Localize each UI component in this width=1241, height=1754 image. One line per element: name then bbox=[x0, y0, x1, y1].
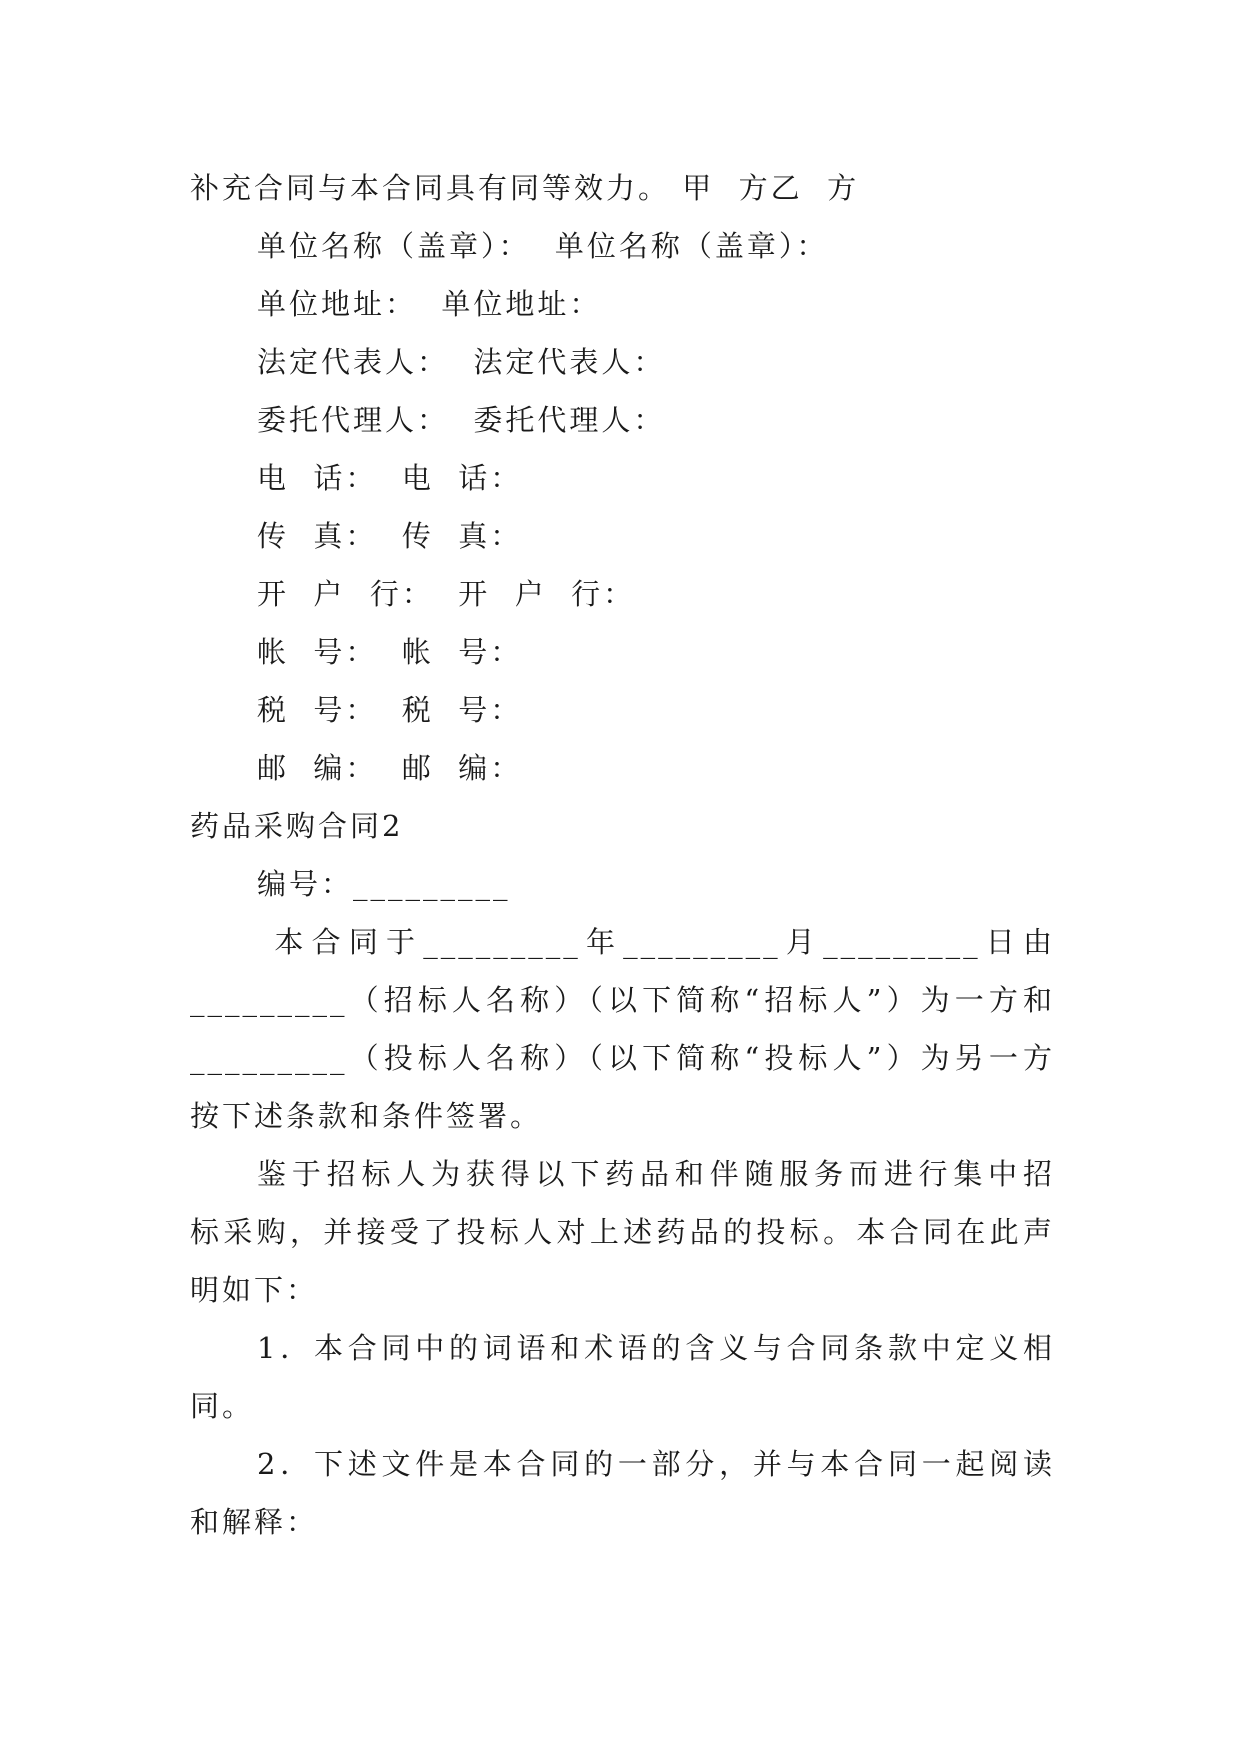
paragraph-line: _________（投标人名称）（以下简称“投标人”）为另一方 bbox=[190, 1041, 1055, 1075]
field-unit-name: 单位名称（盖章）： 单位名称（盖章）： bbox=[257, 229, 829, 263]
field-unit-address: 单位地址： 单位地址： bbox=[257, 287, 602, 321]
field-fax: 传 真： 传 真： bbox=[257, 519, 523, 553]
paragraph-line: _________（招标人名称）（以下简称“招标人”）为一方和 bbox=[190, 983, 1055, 1017]
paragraph-line: 按下述条款和条件签署。 bbox=[190, 1099, 543, 1133]
contract-number: 编号：_________ bbox=[257, 867, 511, 901]
field-phone: 电 话： 电 话： bbox=[257, 461, 523, 495]
clause-1-line: 同。 bbox=[190, 1389, 255, 1423]
paragraph-line: 本合同于_________年_________月_________日由 bbox=[257, 925, 1055, 959]
contract-title: 药品采购合同2 bbox=[190, 809, 404, 843]
paragraph-line: 标采购，并接受了投标人对上述药品的投标。本合同在此声 bbox=[190, 1215, 1055, 1249]
clause-1-line: 1．本合同中的词语和术语的含义与合同条款中定义相 bbox=[257, 1331, 1055, 1365]
signature-intro: 补充合同与本合同具有同等效力。 甲 方乙 方 bbox=[190, 171, 860, 205]
field-agent: 委托代理人： 委托代理人： bbox=[257, 403, 666, 437]
field-account: 帐 号： 帐 号： bbox=[257, 635, 523, 669]
field-legal-rep: 法定代表人： 法定代表人： bbox=[257, 345, 666, 379]
clause-2-line: 和解释： bbox=[190, 1505, 319, 1539]
paragraph-line: 鉴于招标人为获得以下药品和伴随服务而进行集中招 bbox=[257, 1157, 1055, 1191]
field-tax-id: 税 号： 税 号： bbox=[257, 693, 523, 727]
clause-2-line: 2．下述文件是本合同的一部分，并与本合同一起阅读 bbox=[257, 1447, 1055, 1481]
field-bank: 开 户 行： 开 户 行： bbox=[257, 577, 636, 611]
paragraph-line: 明如下： bbox=[190, 1273, 319, 1307]
field-postcode: 邮 编： 邮 编： bbox=[257, 751, 523, 785]
